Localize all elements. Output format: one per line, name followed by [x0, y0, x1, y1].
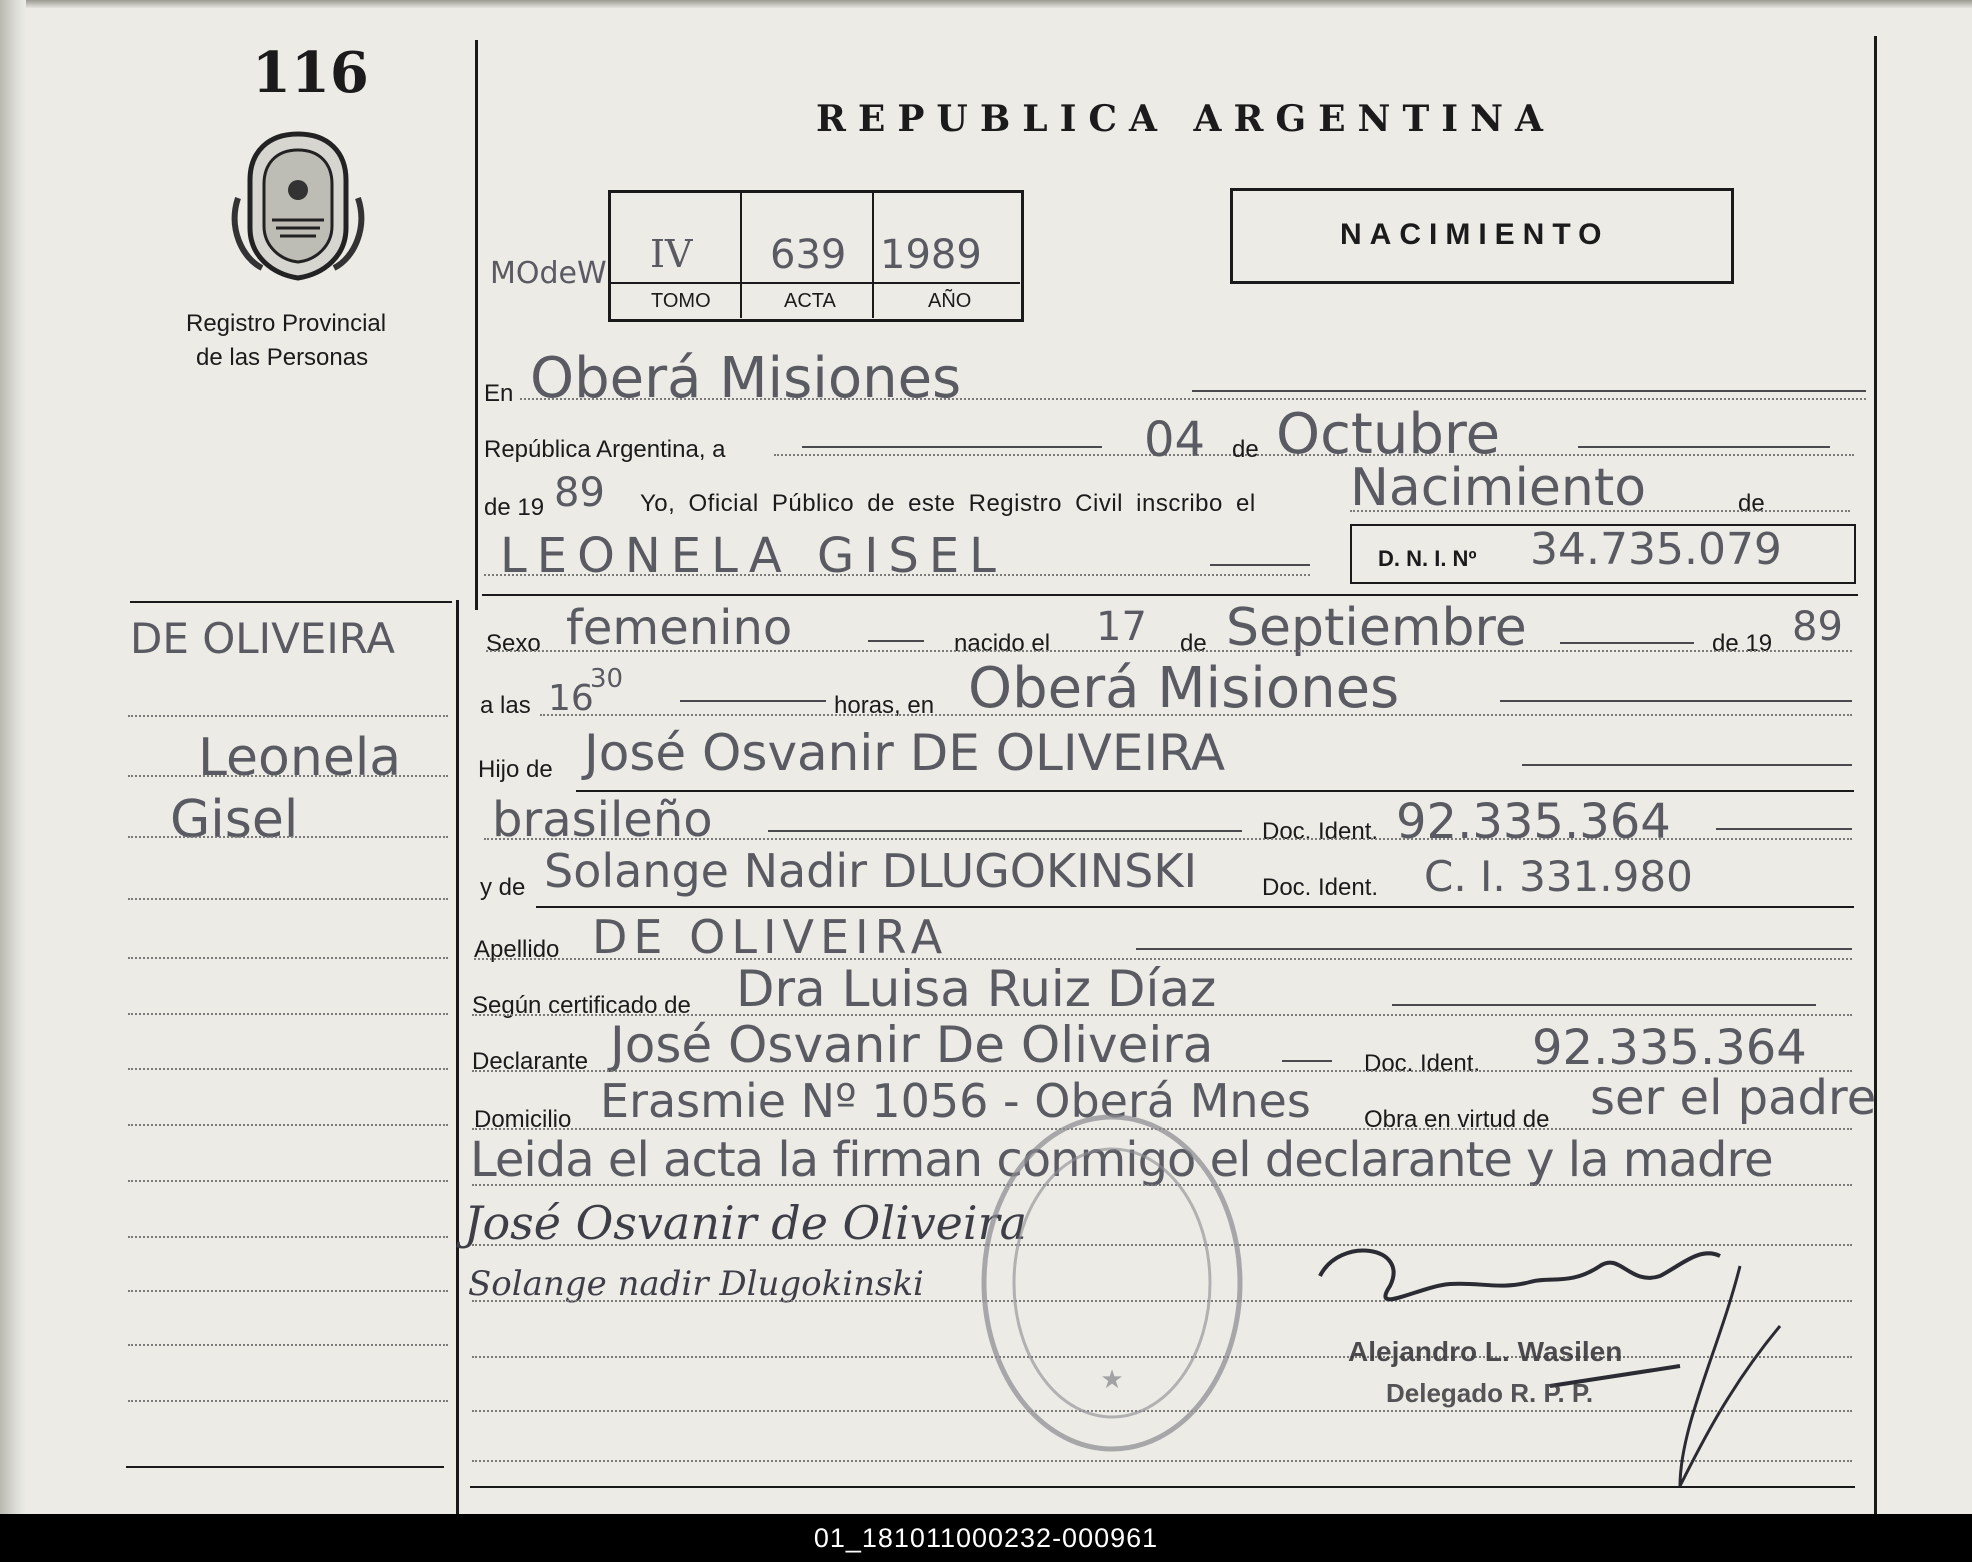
declarante-doc-value: 92.335.364	[1532, 1020, 1807, 1076]
day-value: 04	[1144, 412, 1206, 468]
mother-signature: Solange nadir Dlugokinski	[468, 1264, 924, 1304]
father-value: José Osvanir DE OLIVEIRA	[584, 724, 1226, 782]
apellido-value: DE OLIVEIRA	[592, 910, 949, 964]
margin-rule	[128, 836, 448, 838]
official-title: Delegado R. P. P.	[1386, 1378, 1594, 1408]
country-title: REPUBLICA ARGENTINA	[816, 98, 1555, 140]
province-seal-icon	[228, 128, 368, 288]
birth-place-value: Oberá Misiones	[968, 656, 1400, 721]
apellido-blank	[1136, 948, 1852, 950]
registry-stamp-icon	[972, 1108, 1252, 1458]
sexo-value: femenino	[566, 600, 793, 656]
father-nationality-value: brasileño	[492, 792, 713, 848]
sexo-blank	[868, 640, 924, 642]
registration-box-rule	[610, 282, 1020, 284]
birth-year-value: 89	[1792, 604, 1843, 650]
father-doc-value: 92.335.364	[1396, 794, 1671, 850]
a-las-label: a las	[480, 692, 531, 719]
margin-rule	[128, 1290, 448, 1292]
yo-text: Yo, Oficial Público de este Registro Civil inscribo el	[640, 490, 1256, 517]
book-spine-edge	[0, 0, 26, 1514]
de-label-1: de	[1232, 436, 1259, 463]
margin-rule	[128, 775, 448, 777]
declarante-label: Declarante	[472, 1048, 589, 1075]
declarant-signature: José Osvanir de Oliveira	[464, 1196, 1028, 1250]
scan-footer-code: 01_181011000232-000961	[0, 1514, 1972, 1562]
inscribo-value: Nacimiento	[1350, 458, 1647, 518]
margin-top-rule	[130, 601, 452, 603]
minutes-value: 30	[590, 664, 624, 694]
margin-bottom-rule	[126, 1466, 444, 1468]
y-de-label: y de	[480, 874, 526, 901]
nacido-label: nacido el	[954, 630, 1051, 657]
act-type-label: NACIMIENTO	[1340, 218, 1610, 251]
doc-ident-label-3: Doc. Ident.	[1364, 1050, 1481, 1077]
registration-box-divider-2	[872, 192, 874, 318]
leida-text: Leida el acta la firman conmigo el declarante y la madre	[470, 1132, 1773, 1188]
birth-month-blank	[1560, 642, 1694, 644]
registry-line-2: de las Personas	[196, 344, 369, 371]
page-top-edge	[0, 0, 1972, 8]
nationality-rule	[484, 838, 1852, 840]
obra-value: ser el padre	[1590, 1070, 1877, 1126]
name-rule	[484, 574, 1310, 576]
month-value: Octubre	[1276, 402, 1501, 467]
margin-rule	[128, 1236, 448, 1238]
obra-label: Obra en virtud de	[1364, 1106, 1550, 1133]
anio-label: AÑO	[928, 290, 972, 312]
folio-number: 116	[252, 40, 369, 106]
year-short-value: 89	[554, 470, 605, 516]
sexo-rule	[486, 650, 1852, 652]
doc-ident-label-1: Doc. Ident.	[1262, 818, 1379, 845]
birth-place-blank	[1500, 700, 1852, 702]
hour-blank	[680, 700, 826, 702]
mother-rule	[536, 906, 1854, 908]
de19-label: de 19	[484, 494, 545, 521]
horas-en-label: horas, en	[834, 692, 935, 719]
apellido-label: Apellido	[474, 936, 560, 963]
dni-value: 34.735.079	[1530, 524, 1782, 575]
father-blank	[1522, 764, 1852, 766]
birth-month-value: Septiembre	[1226, 598, 1527, 658]
left-column-rule-lower	[456, 600, 459, 1514]
margin-rule	[128, 1068, 448, 1070]
model-code: MOdeW	[490, 256, 607, 291]
nationality-blank	[768, 830, 1242, 832]
form-rule-name	[482, 594, 1858, 596]
margin-rule	[128, 957, 448, 959]
mother-value: Solange Nadir DLUGOKINSKI	[544, 844, 1198, 898]
doc-ident-label-2: Doc. Ident.	[1262, 874, 1379, 901]
registry-line-1: Registro Provincial	[186, 310, 387, 337]
father-doc-blank	[1716, 828, 1852, 830]
margin-surname: DE OLIVEIRA	[130, 614, 395, 663]
margin-rule	[128, 1180, 448, 1182]
margin-name-1: Leonela	[198, 728, 402, 788]
republica-blank	[802, 446, 1102, 448]
domicilio-label: Domicilio	[474, 1106, 572, 1133]
republica-label: República Argentina, a	[484, 436, 726, 463]
yo-rule	[1350, 510, 1850, 512]
hour-value: 16	[548, 678, 594, 719]
sexo-label: Sexo	[486, 630, 541, 657]
acta-label: ACTA	[784, 290, 836, 312]
acta-value: 639	[770, 232, 847, 278]
mother-doc-value: C. I. 331.980	[1424, 852, 1693, 901]
certificado-value: Dra Luisa Ruiz Díaz	[736, 960, 1217, 1018]
a-las-rule	[540, 714, 1852, 716]
certificado-blank	[1392, 1004, 1816, 1006]
margin-name-2: Gisel	[170, 790, 299, 850]
left-column-rule	[475, 40, 478, 610]
tomo-value: IV	[650, 232, 693, 276]
margin-rule	[128, 1013, 448, 1015]
domicilio-value: Erasmie Nº 1056 - Oberá Mnes	[600, 1074, 1311, 1128]
segun-label: Según certificado de	[472, 992, 691, 1019]
en-label: En	[484, 380, 514, 407]
name-blank	[1210, 564, 1310, 566]
birth-day-value: 17	[1096, 604, 1147, 650]
en-blank	[1192, 390, 1866, 392]
de-label-3: de	[1180, 630, 1207, 657]
right-margin-rule	[1874, 36, 1877, 1514]
declarante-value: José Osvanir De Oliveira	[610, 1016, 1214, 1074]
margin-rule	[128, 1124, 448, 1126]
child-name: LEONELA GISEL	[500, 528, 1006, 584]
de19b-label: de 19	[1712, 630, 1773, 657]
hijo-de-label: Hijo de	[478, 756, 553, 783]
registration-box-divider-1	[740, 192, 742, 318]
margin-rule	[128, 898, 448, 900]
father-rule	[576, 790, 1854, 792]
en-rule	[520, 398, 1866, 400]
official-name: Alejandro L. Wasilen	[1348, 1336, 1623, 1367]
de-label-2: de	[1738, 490, 1765, 517]
tomo-label: TOMO	[651, 290, 711, 312]
dni-label: D. N. I. Nº	[1378, 546, 1477, 571]
margin-rule	[128, 1344, 448, 1346]
en-value: Oberá Misiones	[530, 346, 962, 411]
anio-value: 1989	[880, 232, 982, 278]
month-blank	[1578, 446, 1830, 448]
margin-rule	[128, 715, 448, 717]
margin-rule	[128, 1400, 448, 1402]
declarante-blank	[1282, 1060, 1332, 1062]
svg-text:★: ★	[1100, 1364, 1124, 1394]
